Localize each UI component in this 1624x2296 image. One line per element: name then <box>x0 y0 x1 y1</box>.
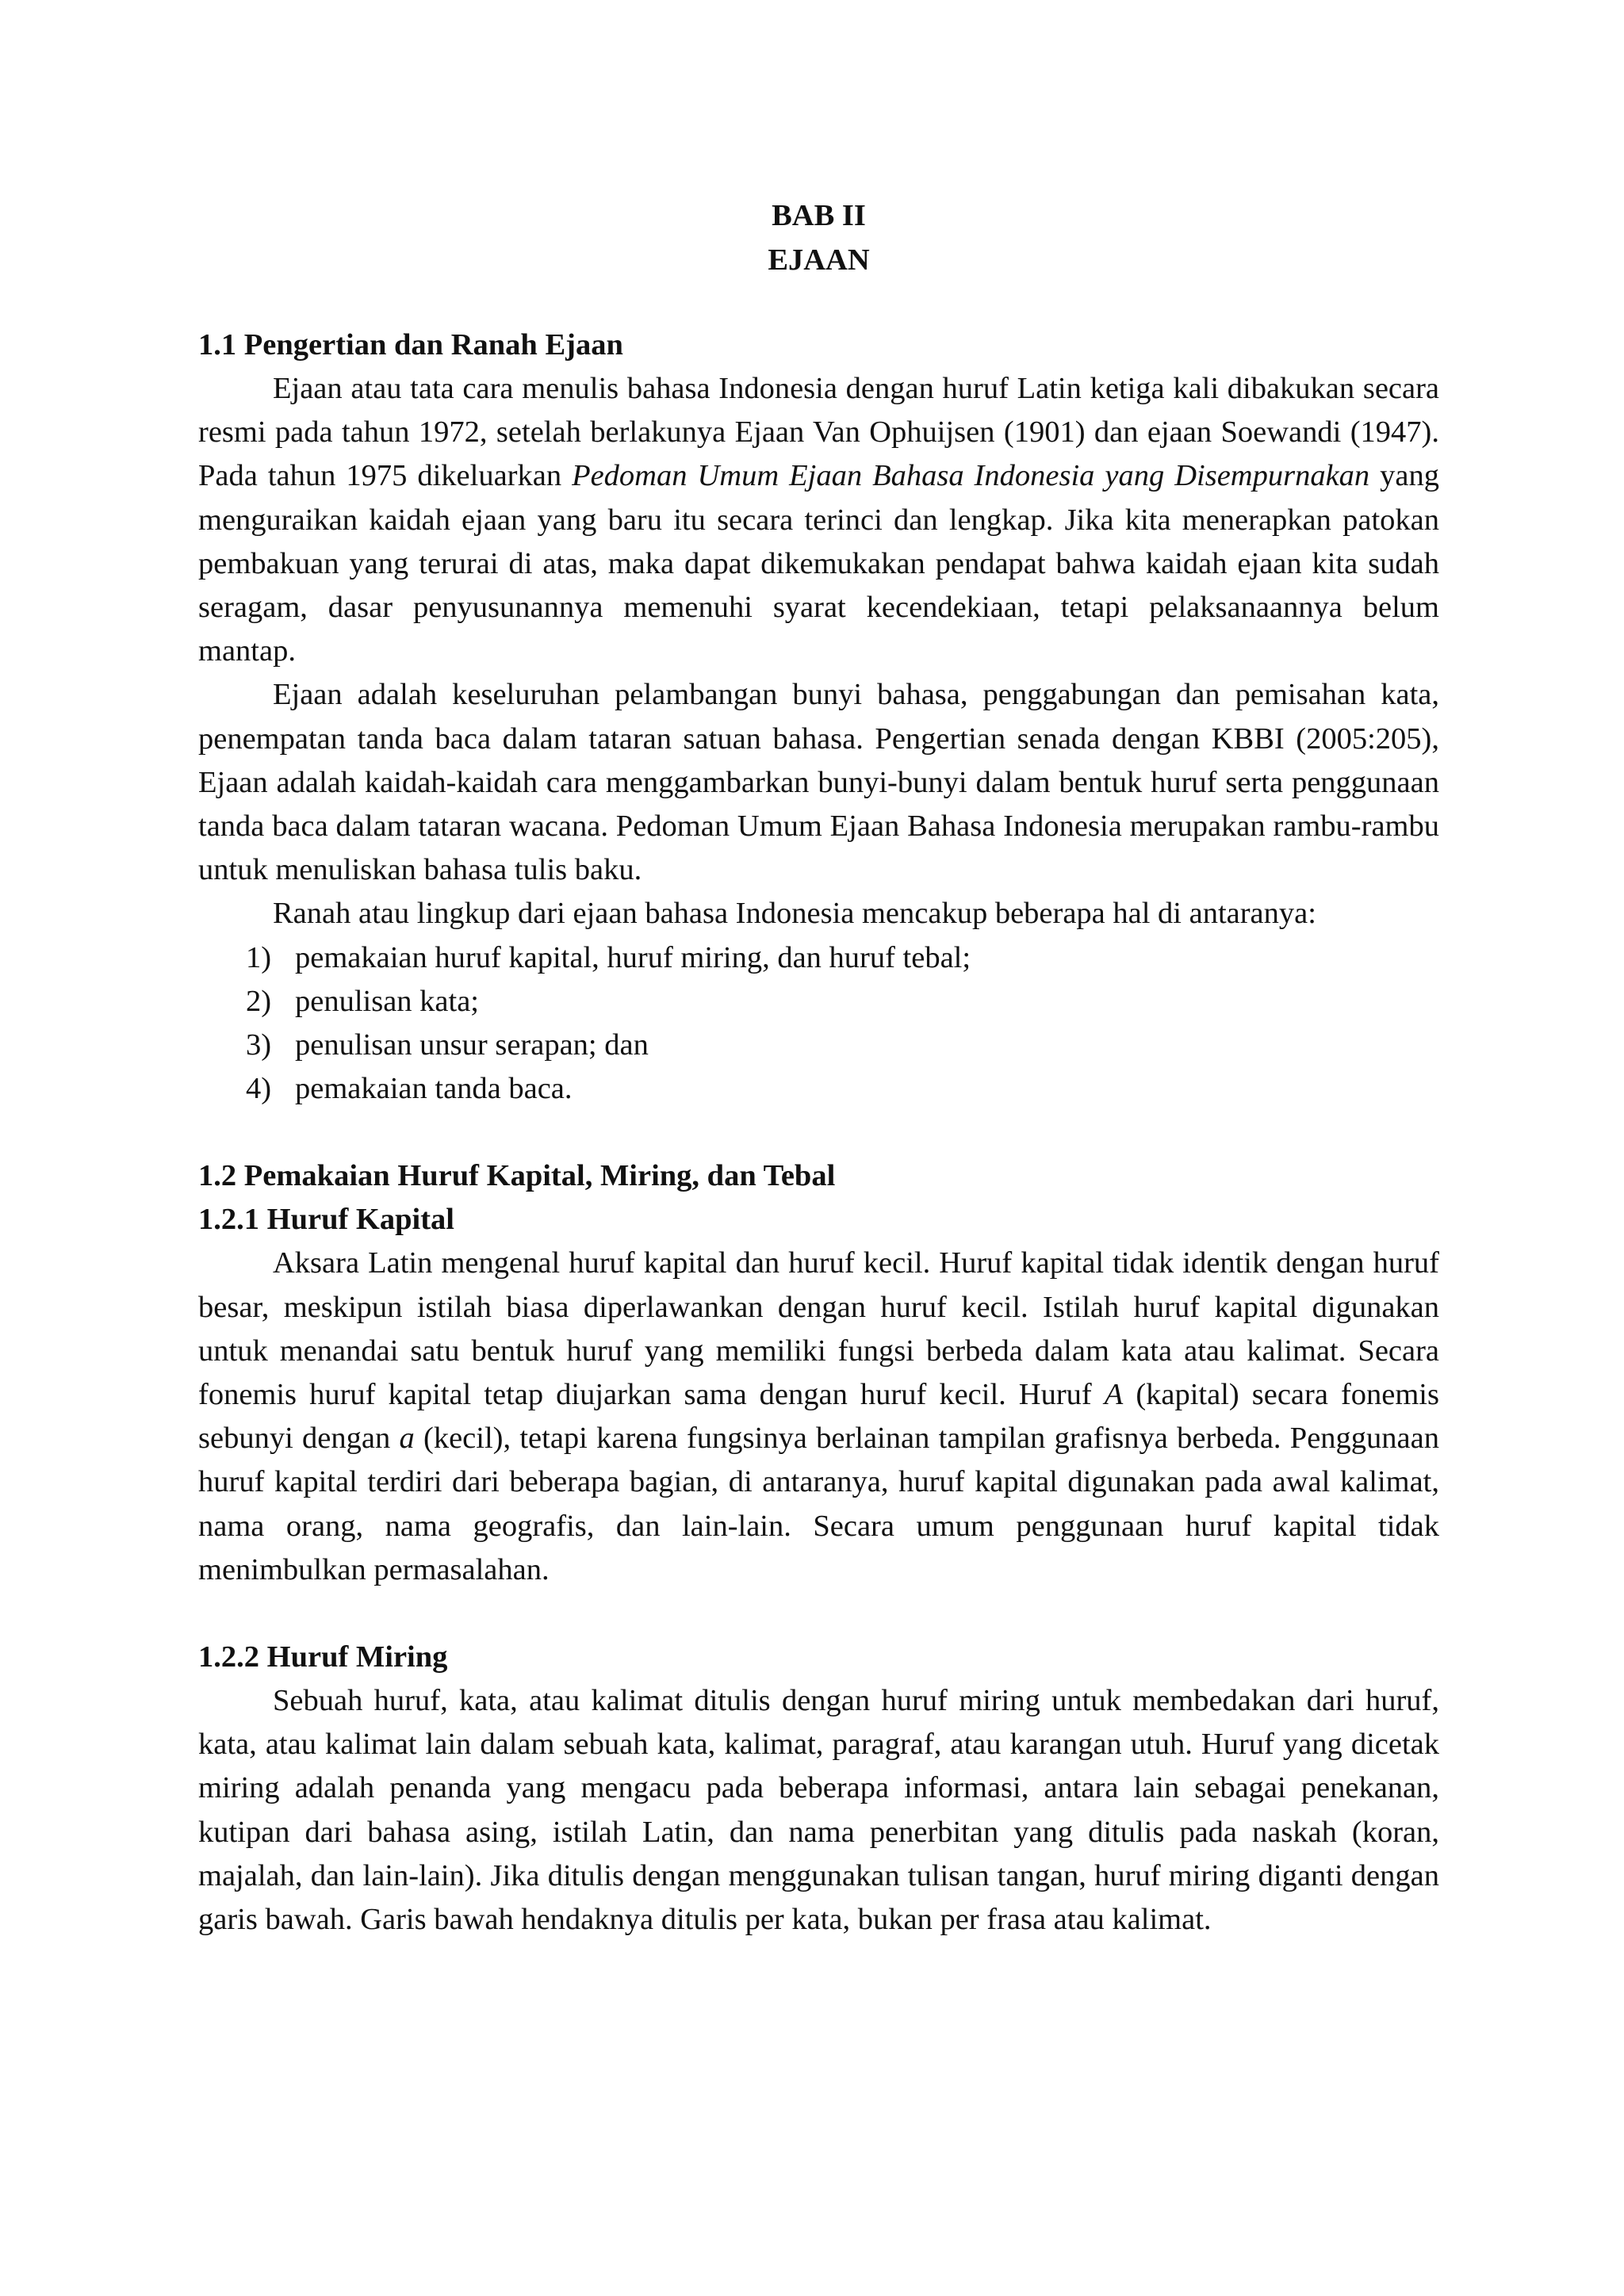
italic-title: Pedoman Umum Ejaan Bahasa Indonesia yang Disempurnakan <box>572 459 1370 493</box>
list-number: 4) <box>246 1072 272 1106</box>
subsection-heading-1-2-1: 1.2.1 Huruf Kapital <box>198 1203 455 1237</box>
page-content <box>198 193 1439 1942</box>
section-heading-1-1: 1.1 Pengertian dan Ranah Ejaan <box>198 328 623 362</box>
scope-list <box>198 936 1439 1112</box>
list-text: penulisan kata; <box>295 984 479 1018</box>
list-item <box>246 1067 1439 1111</box>
list-item <box>246 980 1439 1024</box>
chapter-label: BAB II <box>772 199 866 232</box>
italic-letter: A <box>1104 1378 1124 1412</box>
paragraph-text: (kecil), tetapi karena fungsinya berlainan tampilan grafisnya berbeda. Penggunaan huruf kapital terdiri dari beberapa bagian, di antaranya, huruf kapital digunakan pada awal kalimat, nama orang, nama geografis, dan lain-lain. Secara umum penggunaan huruf kapital tidak menimbulkan permasalahan. <box>198 1422 1439 1586</box>
paragraph-1-1-a <box>198 367 1439 673</box>
italic-letter: a <box>399 1422 415 1456</box>
list-item <box>246 936 1439 980</box>
list-text: pemakaian huruf kapital, huruf miring, dan huruf tebal; <box>295 940 971 974</box>
paragraph-1-2-2: Sebuah huruf, kata, atau kalimat ditulis dengan huruf miring untuk membedakan dari huruf, kata, atau kalimat lain dalam sebuah kata, kalimat, paragraf, atau karangan utuh. Huruf yang dicetak miring adalah penanda yang mengacu pada beberapa informasi, antara lain sebagai penekanan, kutipan dari bahasa asing, istilah Latin, dan nama penerbitan yang ditulis pada naskah (koran, majalah, dan lain-lain). Jika ditulis dengan menggunakan tulisan tangan, huruf miring diganti dengan garis bawah. Garis bawah hendaknya ditulis per kata, bukan per frasa atau kalimat. <box>198 1684 1439 1937</box>
section-heading-1-2: 1.2 Pemakaian Huruf Kapital, Miring, dan Tebal <box>198 1159 836 1193</box>
list-number: 3) <box>246 1028 272 1062</box>
paragraph-text: Ejaan atau tata cara menulis bahasa Indonesia dengan huruf Latin ketiga kali dibakukan secara resmi pada tahun 1972, setelah berlakunya Ejaan Van Ophuijsen (1901) dan ejaan Soewandi (1947). Pada tahun 1975 dikeluarkan <box>198 372 1439 493</box>
subsection-heading-1-2-2: 1.2.2 Huruf Miring <box>198 1640 448 1674</box>
list-number: 2) <box>246 984 272 1018</box>
paragraph-text: Aksara Latin mengenal huruf kapital dan huruf kecil. Huruf kapital tidak identik dengan huruf besar, meskipun istilah biasa diperlawankan dengan huruf kecil. Istilah huruf kapital digunakan untuk menandai satu bentuk huruf yang memiliki fungsi berbeda dalam kata atau kalimat. Secara fonemis huruf kapital tetap diujarkan sama dengan huruf kecil. Huruf <box>198 1246 1439 1412</box>
spacer <box>198 1592 1439 1636</box>
list-item <box>246 1024 1439 1067</box>
paragraph-1-1-c: Ranah atau lingkup dari ejaan bahasa Indonesia mencakup beberapa hal di antaranya: <box>273 897 1316 931</box>
paragraph-text: (kapital) secara fonemis sebunyi dengan <box>198 1378 1439 1456</box>
chapter-title: EJAAN <box>768 243 870 277</box>
paragraph-text: yang menguraikan kaidah ejaan yang baru itu secara terinci dan lengkap. Jika kita menerapkan patokan pembakuan yang terurai di atas, maka dapat dikemukakan pendapat bahwa kaidah ejaan kita sudah seragam, dasar penyusunannya memenuhi syarat kecendekiaan, tetapi pelaksanaannya belum mantap. <box>198 459 1440 668</box>
list-number: 1) <box>246 940 272 974</box>
paragraph-1-1-b: Ejaan adalah keseluruhan pelambangan bunyi bahasa, penggabungan dan pemisahan kata, penempatan tanda baca dalam tataran satuan bahasa. Pengertian senada dengan KBBI (2005:205), Ejaan adalah kaidah-kaidah cara menggambarkan bunyi-bunyi dalam bentuk huruf serta penggunaan tanda baca dalam tataran wacana. Pedoman Umum Ejaan Bahasa Indonesia merupakan rambu-rambu untuk menuliskan bahasa tulis baku. <box>198 678 1439 887</box>
list-text: penulisan unsur serapan; dan <box>295 1028 649 1062</box>
paragraph-1-2-1 <box>198 1242 1439 1592</box>
list-text: pemakaian tanda baca. <box>295 1072 573 1106</box>
spacer <box>198 1111 1439 1154</box>
